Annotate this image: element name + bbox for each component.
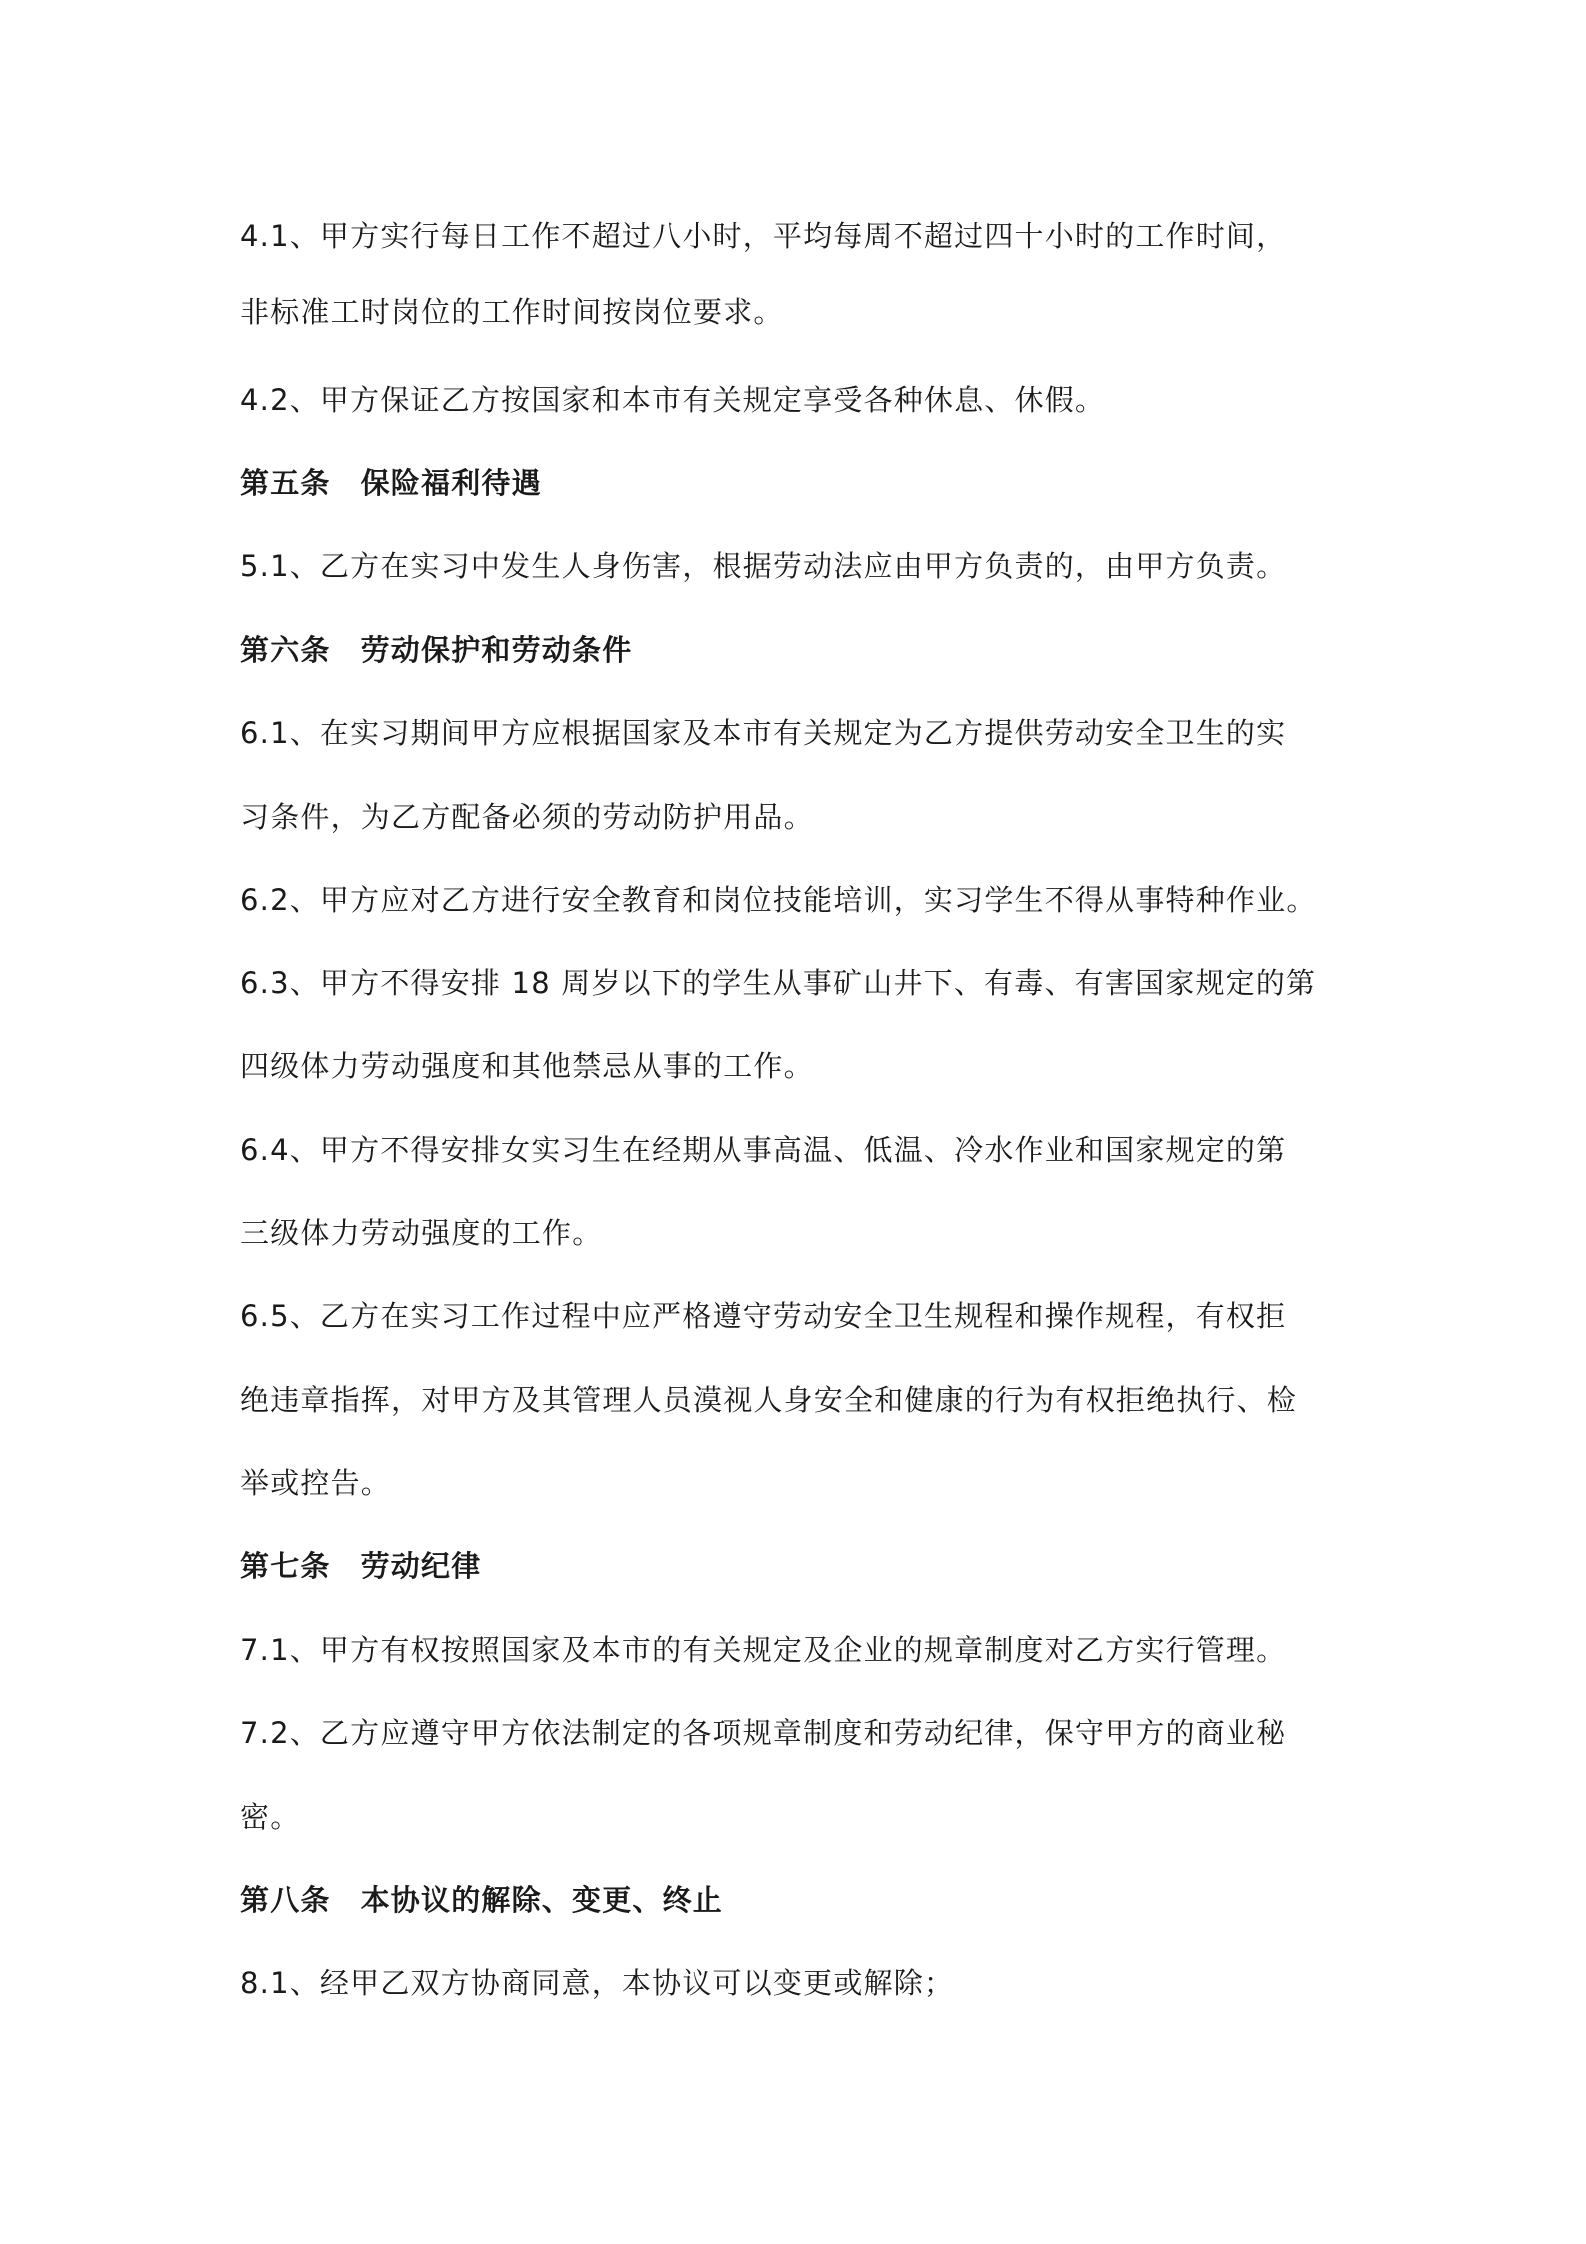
article-8-number: 第八条 xyxy=(240,1883,331,1917)
article-5-number: 第五条 xyxy=(240,466,331,500)
clause-6-3-line-2: 四级体力劳动强度和其他禁忌从事的工作。 xyxy=(240,1049,814,1083)
clause-5-1: 5.1、乙方在实习中发生人身伤害，根据劳动法应由甲方负责的，由甲方负责。 xyxy=(240,549,1287,583)
clause-6-4-line-2: 三级体力劳动强度的工作。 xyxy=(240,1216,603,1250)
clause-4-1-line-1: 4.1、甲方实行每日工作不超过八小时，平均每周不超过四十小时的工作时间， xyxy=(240,219,1287,253)
clause-7-2-line-2: 密。 xyxy=(240,1800,301,1834)
clause-6-5-line-3: 举或控告。 xyxy=(240,1466,392,1500)
article-8-heading xyxy=(240,1880,1360,1920)
clause-6-4-line-1: 6.4、甲方不得安排女实习生在经期从事高温、低温、冷水作业和国家规定的第 xyxy=(240,1133,1287,1167)
article-7-number: 第七条 xyxy=(240,1549,331,1583)
article-6-heading xyxy=(240,630,1360,670)
article-6-title: 劳动保护和劳动条件 xyxy=(360,633,633,667)
article-5-title: 保险福利待遇 xyxy=(360,466,542,500)
article-7-heading xyxy=(240,1546,1360,1586)
clause-6-1-line-1: 6.1、在实习期间甲方应根据国家及本市有关规定为乙方提供劳动安全卫生的实 xyxy=(240,716,1287,750)
clause-4-1-line-2: 非标准工时岗位的工作时间按岗位要求。 xyxy=(240,295,784,329)
clause-4-2: 4.2、甲方保证乙方按国家和本市有关规定享受各种休息、休假。 xyxy=(240,383,1106,417)
article-6-number: 第六条 xyxy=(240,633,331,667)
clause-6-2: 6.2、甲方应对乙方进行安全教育和岗位技能培训，实习学生不得从事特种作业。 xyxy=(240,883,1317,917)
clause-7-2-line-1: 7.2、乙方应遵守甲方依法制定的各项规章制度和劳动纪律，保守甲方的商业秘 xyxy=(240,1716,1287,1750)
article-8-title: 本协议的解除、变更、终止 xyxy=(360,1883,724,1917)
article-7-title: 劳动纪律 xyxy=(360,1549,482,1583)
clause-7-1: 7.1、甲方有权按照国家及本市的有关规定及企业的规章制度对乙方实行管理。 xyxy=(240,1633,1287,1667)
clause-6-3-line-1: 6.3、甲方不得安排 18 周岁以下的学生从事矿山井下、有毒、有害国家规定的第 xyxy=(240,966,1317,1000)
clause-6-5-line-2: 绝违章指挥，对甲方及其管理人员漠视人身安全和健康的行为有权拒绝执行、检 xyxy=(240,1383,1298,1417)
clause-6-1-line-2: 习条件，为乙方配备必须的劳动防护用品。 xyxy=(240,800,814,834)
article-5-heading xyxy=(240,463,1360,503)
clause-6-5-line-1: 6.5、乙方在实习工作过程中应严格遵守劳动安全卫生规程和操作规程，有权拒 xyxy=(240,1299,1287,1333)
clause-8-1: 8.1、经甲乙双方协商同意，本协议可以变更或解除； xyxy=(240,1966,955,2000)
